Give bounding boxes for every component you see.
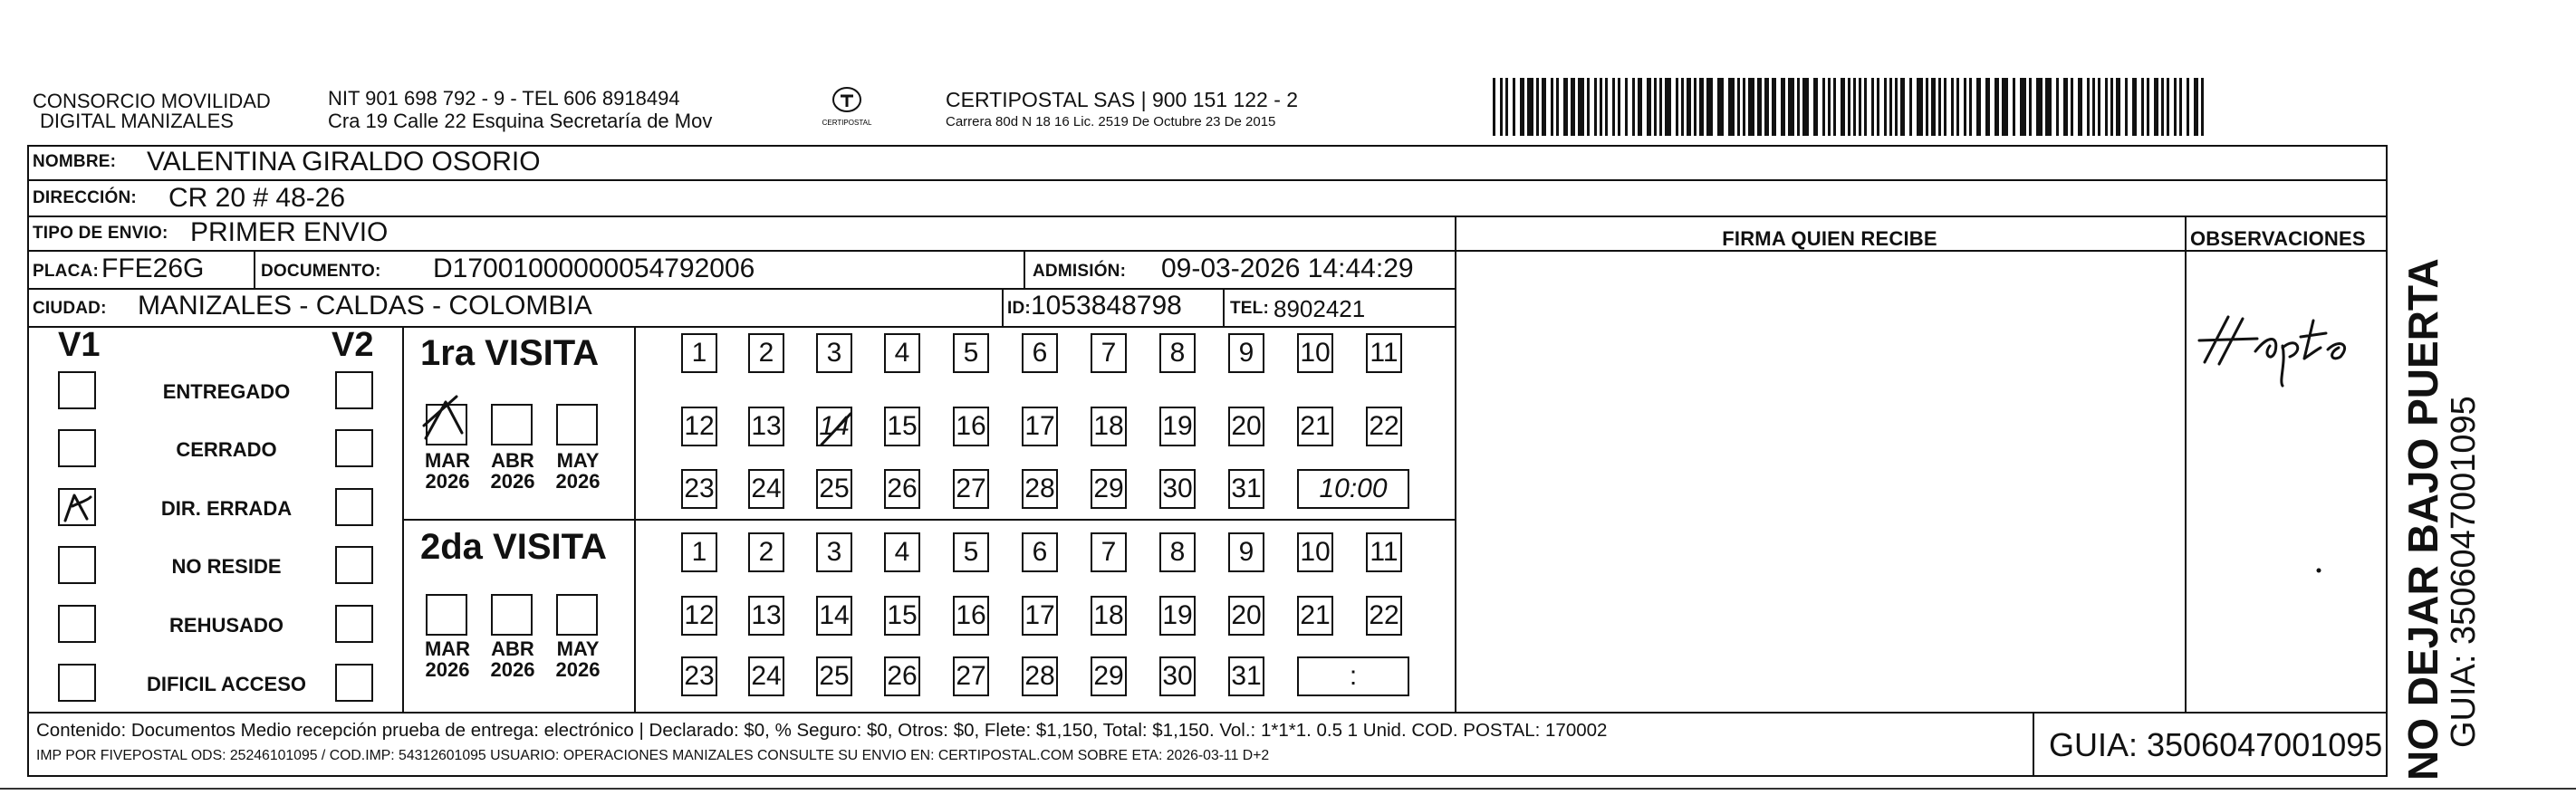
barcode-bar xyxy=(1500,78,1503,136)
first-visit-day[interactable]: 10 xyxy=(1297,333,1333,373)
first-visit-day[interactable]: 9 xyxy=(1228,333,1264,373)
barcode-bar xyxy=(2071,78,2073,136)
company-name-line1: CONSORCIO MOVILIDAD xyxy=(33,90,271,112)
contenido-text: Contenido: Documentos Medio recepción prueba de entrega: electrónico | Declarado: $0, % Seguro: $0, Otros: $0, Flete: $1,150, Total: $1,150. Vol.: 1*1*1. 0.5 1 Unid. COD. POSTAL: 170002 xyxy=(36,720,1608,741)
first-visit-day[interactable]: 25 xyxy=(816,469,852,509)
barcode-bar xyxy=(1956,78,1959,136)
barcode-bar xyxy=(1551,78,1553,136)
v2-label: V2 xyxy=(332,326,374,364)
barcode-bar xyxy=(1612,78,1615,136)
documento-label: DOCUMENTO: xyxy=(261,262,381,281)
v1-checkbox[interactable] xyxy=(58,488,96,526)
second-visit-day[interactable]: 12 xyxy=(681,596,717,636)
ciudad-value: MANIZALES - CALDAS - COLOMBIA xyxy=(138,291,592,321)
side-guia: GUIA: 3506047001095 xyxy=(2445,396,2483,748)
barcode-bar xyxy=(1841,78,1845,136)
first-visit-day[interactable]: 31 xyxy=(1228,469,1264,509)
barcode-bar xyxy=(2141,78,2144,136)
barcode-bar xyxy=(1797,78,1800,136)
second-visit-day[interactable]: 18 xyxy=(1091,596,1127,636)
v2-checkbox[interactable] xyxy=(335,546,373,584)
second-visit-day[interactable]: 4 xyxy=(884,532,920,572)
barcode-bar xyxy=(1909,78,1912,136)
direccion-label: DIRECCIÓN: xyxy=(33,188,137,207)
barcode-bar xyxy=(1513,78,1515,136)
barcode-bar xyxy=(2201,78,2204,136)
barcode-bar xyxy=(2002,78,2008,136)
month-label xyxy=(551,638,605,680)
tel-value: 8902421 xyxy=(1274,295,1366,322)
second-visit-day[interactable]: 29 xyxy=(1091,656,1127,696)
month-year: 2026 xyxy=(425,658,470,681)
id-value: 1053848798 xyxy=(1031,291,1182,321)
v1-checkbox[interactable] xyxy=(58,664,96,702)
tipo-envio-value: PRIMER ENVIO xyxy=(190,217,389,247)
barcode-bar xyxy=(1848,78,1850,136)
barcode-bar xyxy=(1737,78,1740,136)
second-visit-day[interactable]: 24 xyxy=(748,656,784,696)
barcode-bar xyxy=(2110,78,2113,136)
status-label: DIR. ERRADA xyxy=(160,497,293,520)
second-visit-day[interactable]: 9 xyxy=(1228,532,1264,572)
first-visit-day[interactable]: 23 xyxy=(681,469,717,509)
barcode-bar xyxy=(1859,78,1861,136)
barcode-bar xyxy=(1781,78,1785,136)
barcode-bar xyxy=(1757,78,1762,136)
barcode-bar xyxy=(1527,78,1533,136)
month-name: MAR xyxy=(424,449,471,472)
second-visit-day[interactable]: 13 xyxy=(748,596,784,636)
barcode-bar xyxy=(1706,78,1713,136)
nombre-label: NOMBRE: xyxy=(33,152,117,171)
side-text xyxy=(2400,258,2482,781)
second-visit-day[interactable]: 19 xyxy=(1159,596,1196,636)
carrier-address: Carrera 80d N 18 16 Lic. 2519 De Octubre 23 De 2015 xyxy=(946,114,1276,129)
barcode-bar xyxy=(1917,78,1923,136)
second-visit-month-checkbox[interactable] xyxy=(426,594,467,636)
second-visit-day[interactable]: 28 xyxy=(1022,656,1058,696)
barcode-bar xyxy=(1717,78,1724,136)
second-visit-day[interactable]: 7 xyxy=(1091,532,1127,572)
barcode-bar xyxy=(1864,78,1867,136)
v1-checkbox[interactable] xyxy=(58,371,96,409)
second-visit-day[interactable]: 3 xyxy=(816,532,852,572)
guia-footer: GUIA: 3506047001095 xyxy=(2049,726,2383,763)
barcode-bar xyxy=(1788,78,1794,136)
status-label: DIFICIL ACCESO xyxy=(146,673,306,695)
second-visit-month-checkbox[interactable] xyxy=(556,594,598,636)
month-year: 2026 xyxy=(425,470,470,493)
barcode-bar xyxy=(2020,78,2026,136)
barcode-bar xyxy=(2161,78,2164,136)
barcode-bar xyxy=(1542,78,1546,136)
v2-checkbox[interactable] xyxy=(335,605,373,643)
barcode-bar xyxy=(2179,78,2182,136)
first-visit-day[interactable]: 17 xyxy=(1022,407,1058,446)
v2-checkbox[interactable] xyxy=(335,664,373,702)
placa-value: FFE26G xyxy=(101,254,205,283)
second-visit-day[interactable]: 23 xyxy=(681,656,717,696)
barcode-bar xyxy=(1833,78,1836,136)
month-year: 2026 xyxy=(490,470,535,493)
first-visit-day[interactable]: 12 xyxy=(681,407,717,446)
v1-label: V1 xyxy=(58,326,101,364)
barcode-bar xyxy=(2045,78,2052,136)
barcode-bar xyxy=(1900,78,1905,136)
barcode-bar xyxy=(1605,78,1608,136)
v2-checkbox[interactable] xyxy=(335,488,373,526)
month-year: 2026 xyxy=(490,658,535,681)
first-visit-day[interactable]: 7 xyxy=(1091,333,1127,373)
first-visit-day[interactable]: 11 xyxy=(1366,333,1402,373)
first-visit-month-checkbox[interactable] xyxy=(556,404,598,445)
first-visit-day[interactable]: 4 xyxy=(884,333,920,373)
status-label: REHUSADO xyxy=(169,614,284,637)
v1-checkbox[interactable] xyxy=(58,605,96,643)
barcode-bar xyxy=(1964,78,1966,136)
barcode-bar xyxy=(1748,78,1754,136)
certipostal-logo xyxy=(815,83,879,129)
barcode-bar xyxy=(2092,78,2095,136)
v2-checkbox[interactable] xyxy=(335,429,373,467)
second-visit-day[interactable]: 8 xyxy=(1159,532,1196,572)
month-name: MAY xyxy=(556,637,600,660)
second-visit-day[interactable]: 15 xyxy=(884,596,920,636)
month-label xyxy=(485,450,540,492)
barcode-bar xyxy=(1493,78,1495,136)
ink-dot xyxy=(2310,561,2328,579)
first-visit-day[interactable]: 14 xyxy=(816,407,852,446)
first-visit-day[interactable]: 19 xyxy=(1159,407,1196,446)
first-visit-month-checkbox[interactable] xyxy=(426,404,467,445)
barcode-bar xyxy=(1594,78,1597,136)
second-visit-day[interactable]: 16 xyxy=(953,596,989,636)
admision-value: 09-03-2026 14:44:29 xyxy=(1161,254,1414,283)
second-visit-time[interactable]: : xyxy=(1297,656,1409,696)
barcode-bar xyxy=(1951,78,1954,136)
barcode-bar xyxy=(2036,78,2043,136)
month-name: MAR xyxy=(424,637,471,660)
barcode-bar xyxy=(2174,78,2177,136)
barcode-bar xyxy=(1944,78,1946,136)
barcode-bar xyxy=(2013,78,2015,136)
first-visit-day[interactable]: 18 xyxy=(1091,407,1127,446)
barcode-bar xyxy=(1976,78,1981,136)
second-visit-day[interactable]: 2 xyxy=(748,532,784,572)
barcode-bar xyxy=(1578,78,1584,136)
second-visit-day[interactable]: 1 xyxy=(681,532,717,572)
month-label xyxy=(551,450,605,492)
first-visit-day[interactable]: 1 xyxy=(681,333,717,373)
barcode-bar xyxy=(2105,78,2108,136)
month-year: 2026 xyxy=(555,658,601,681)
id-label: ID: xyxy=(1007,299,1031,318)
barcode-bar xyxy=(2187,78,2189,136)
second-visit-day[interactable]: 10 xyxy=(1297,532,1333,572)
barcode-bar xyxy=(1994,78,1999,136)
placa-label: PLACA: xyxy=(33,262,99,281)
barcode-bar xyxy=(2116,78,2120,136)
month-label xyxy=(420,638,475,680)
second-visit-day[interactable]: 25 xyxy=(816,656,852,696)
month-name: ABR xyxy=(491,449,534,472)
first-visit-day[interactable]: 27 xyxy=(953,469,989,509)
second-visit-day[interactable]: 20 xyxy=(1228,596,1264,636)
first-visit-day[interactable]: 22 xyxy=(1366,407,1402,446)
barcode-bar xyxy=(1676,78,1678,136)
barcode-bar xyxy=(2167,78,2169,136)
first-visit-time[interactable]: 10:00 xyxy=(1297,469,1409,509)
second-visit-day[interactable]: 22 xyxy=(1366,596,1402,636)
direccion-value: CR 20 # 48-26 xyxy=(168,183,346,213)
barcode-bar xyxy=(1931,78,1936,136)
admision-label: ADMISIÓN: xyxy=(1033,262,1127,281)
tipo-envio-label: TIPO DE ENVIO: xyxy=(33,224,168,243)
company-name-line2: DIGITAL MANIZALES xyxy=(40,110,234,132)
barcode-bar xyxy=(1556,78,1559,136)
first-visit-day[interactable]: 15 xyxy=(884,407,920,446)
second-visit-day[interactable]: 31 xyxy=(1228,656,1264,696)
barcode-bar xyxy=(1520,78,1524,136)
second-visit-label: 2da VISITA xyxy=(420,527,607,567)
second-visit-month-checkbox[interactable] xyxy=(491,594,533,636)
barcode-bar xyxy=(2147,78,2149,136)
barcode-bar xyxy=(1877,78,1879,136)
barcode-bar xyxy=(1659,78,1662,136)
barcode-bar xyxy=(1813,78,1818,136)
barcode-bar xyxy=(1681,78,1684,136)
first-visit-day[interactable]: 20 xyxy=(1228,407,1264,446)
observaciones-label: OBSERVACIONES xyxy=(2190,227,2366,250)
barcode-bar xyxy=(1600,78,1602,136)
barcode-bar xyxy=(1728,78,1735,136)
barcode-bar xyxy=(1687,78,1691,136)
observaciones-handwriting xyxy=(2192,299,2373,389)
barcode-bar xyxy=(1822,78,1825,136)
first-visit-day[interactable]: 3 xyxy=(816,333,852,373)
barcode-bar xyxy=(1571,78,1575,136)
first-visit-month-checkbox[interactable] xyxy=(491,404,533,445)
barcode-bar xyxy=(1938,78,1941,136)
first-visit-day[interactable]: 5 xyxy=(953,333,989,373)
month-label xyxy=(420,450,475,492)
barcode-bar xyxy=(1828,78,1831,136)
company-address: Cra 19 Calle 22 Esquina Secretaría de Mov xyxy=(328,110,713,132)
month-name: MAY xyxy=(556,449,600,472)
status-label: NO RESIDE xyxy=(171,555,282,578)
first-visit-label: 1ra VISITA xyxy=(420,333,600,373)
barcode-bar xyxy=(2098,78,2100,136)
barcode-bar xyxy=(1853,78,1856,136)
first-visit-day[interactable]: 28 xyxy=(1022,469,1058,509)
first-visit-day[interactable]: 29 xyxy=(1091,469,1127,509)
barcode-bar xyxy=(1618,78,1620,136)
barcode-bar xyxy=(1985,78,1990,136)
second-visit-day[interactable]: 27 xyxy=(953,656,989,696)
nit-line: NIT 901 698 792 - 9 - TEL 606 8918494 xyxy=(328,87,680,110)
barcode-bar xyxy=(2087,78,2090,136)
barcode-bar xyxy=(1638,78,1642,136)
first-visit-day[interactable]: 16 xyxy=(953,407,989,446)
barcode-bar xyxy=(2132,78,2137,136)
tel-label: TEL: xyxy=(1230,299,1270,318)
barcode-bar xyxy=(1563,78,1568,136)
barcode-bar xyxy=(1884,78,1887,136)
firma-label: FIRMA QUIEN RECIBE xyxy=(1722,227,1937,250)
first-visit-day[interactable]: 2 xyxy=(748,333,784,373)
barcode-bar xyxy=(2063,78,2068,136)
barcode-bar xyxy=(2125,78,2128,136)
first-visit-day[interactable]: 30 xyxy=(1159,469,1196,509)
month-name: ABR xyxy=(491,637,534,660)
barcode-bar xyxy=(1802,78,1809,136)
logo-text: CERTIPOSTAL xyxy=(822,119,872,127)
barcode-bar xyxy=(1505,78,1508,136)
month-year: 2026 xyxy=(555,470,601,493)
second-visit-day[interactable]: 6 xyxy=(1022,532,1058,572)
barcode-bar xyxy=(2056,78,2059,136)
barcode-bar xyxy=(2029,78,2032,136)
first-visit-day[interactable]: 21 xyxy=(1297,407,1333,446)
barcode-bar xyxy=(1926,78,1928,136)
no-dejar-bajo-puerta: NO DEJAR BAJO PUERTA xyxy=(2399,258,2446,781)
barcode-bar xyxy=(1654,78,1657,136)
barcode-bar xyxy=(1647,78,1651,136)
barcode-bar xyxy=(1895,78,1898,136)
barcode-bar xyxy=(1694,78,1697,136)
status-label: CERRADO xyxy=(176,438,277,461)
barcode-bar xyxy=(1871,78,1874,136)
ciudad-label: CIUDAD: xyxy=(33,299,107,318)
status-label: ENTREGADO xyxy=(162,380,291,403)
imp-text: IMP POR FIVEPOSTAL ODS: 25246101095 / COD.IMP: 54312601095 USUARIO: OPERACIONES MANIZALES CONSULTE SU ENVIO EN: CERTIPOSTAL.COM SOBRE ETA: 2026-03-11 D+2 xyxy=(36,748,1270,763)
first-visit-day[interactable]: 8 xyxy=(1159,333,1196,373)
documento-value: D17001000000054792006 xyxy=(433,254,755,283)
barcode-bar xyxy=(1632,78,1635,136)
first-visit-day[interactable]: 13 xyxy=(748,407,784,446)
carrier-line: CERTIPOSTAL SAS | 900 151 122 - 2 xyxy=(946,88,1299,111)
v1-checkbox[interactable] xyxy=(58,546,96,584)
barcode-bar xyxy=(1764,78,1769,136)
v2-checkbox[interactable] xyxy=(335,371,373,409)
nombre-value: VALENTINA GIRALDO OSORIO xyxy=(147,147,541,177)
second-visit-day[interactable]: 14 xyxy=(816,596,852,636)
barcode-bar xyxy=(1536,78,1539,136)
second-visit-day[interactable]: 5 xyxy=(953,532,989,572)
second-visit-day[interactable]: 26 xyxy=(884,656,920,696)
first-visit-day[interactable]: 6 xyxy=(1022,333,1058,373)
barcode-bar xyxy=(1889,78,1892,136)
month-label xyxy=(485,638,540,680)
barcode-bar xyxy=(1587,78,1590,136)
second-visit-day[interactable]: 11 xyxy=(1366,532,1402,572)
barcode-bar xyxy=(2078,78,2082,136)
second-visit-day[interactable]: 17 xyxy=(1022,596,1058,636)
v1-checkbox[interactable] xyxy=(58,429,96,467)
barcode xyxy=(1493,78,2208,136)
barcode-bar xyxy=(2154,78,2158,136)
barcode-bar xyxy=(1699,78,1704,136)
barcode-bar xyxy=(2194,78,2198,136)
second-visit-day[interactable]: 21 xyxy=(1297,596,1333,636)
barcode-bar xyxy=(1665,78,1671,136)
barcode-bar xyxy=(1772,78,1776,136)
second-visit-day[interactable]: 30 xyxy=(1159,656,1196,696)
barcode-bar xyxy=(1969,78,1972,136)
barcode-bar xyxy=(1743,78,1745,136)
first-visit-day[interactable]: 24 xyxy=(748,469,784,509)
barcode-bar xyxy=(1625,78,1628,136)
first-visit-day[interactable]: 26 xyxy=(884,469,920,509)
